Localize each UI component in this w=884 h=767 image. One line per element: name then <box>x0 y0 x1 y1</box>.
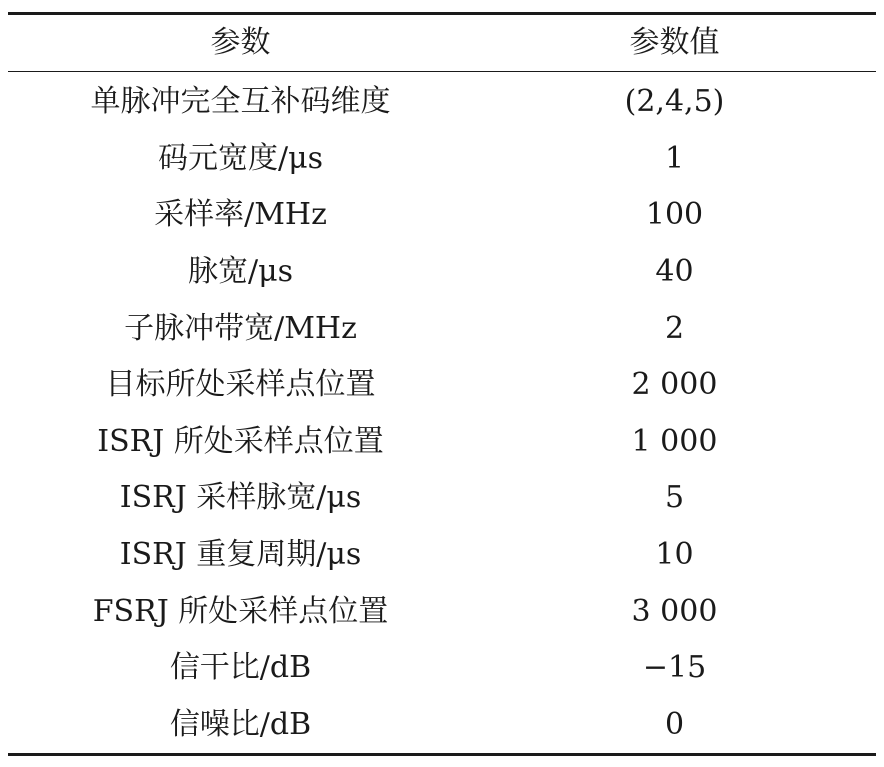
param-value: 100 <box>645 197 704 233</box>
param-value: 0 <box>664 706 685 742</box>
table-row <box>8 470 876 527</box>
table-row <box>8 583 876 640</box>
param-value: 3 000 <box>631 593 718 629</box>
table-row <box>8 300 876 357</box>
param-value: 1 000 <box>631 423 718 459</box>
param-value: 2 <box>664 310 685 346</box>
header-value: 参数值 <box>629 25 720 60</box>
param-name: 子脉冲带宽/MHz <box>124 310 357 346</box>
param-name: 脉宽/μs <box>188 254 293 290</box>
table-row <box>8 414 876 471</box>
param-value: (2,4,5) <box>624 84 725 120</box>
param-value: 40 <box>655 254 694 290</box>
table-row <box>8 697 876 755</box>
param-value: 5 <box>664 480 685 516</box>
param-value: 10 <box>655 537 694 573</box>
table-row <box>8 640 876 697</box>
table-row <box>8 131 876 188</box>
param-name: ISRJ 所处采样点位置 <box>97 423 384 459</box>
param-name: 单脉冲完全互补码维度 <box>90 84 391 120</box>
table-row <box>8 72 876 131</box>
param-value: −15 <box>642 650 707 686</box>
param-name: FSRJ 所处采样点位置 <box>92 593 389 629</box>
param-name: 信噪比/dB <box>169 706 312 742</box>
parameter-table-container <box>8 12 876 756</box>
header-parameter: 参数 <box>210 25 271 60</box>
param-value: 1 <box>664 140 685 176</box>
param-name: 采样率/MHz <box>154 197 327 233</box>
table-row <box>8 357 876 414</box>
param-name: 信干比/dB <box>169 650 312 686</box>
table-body <box>8 72 876 755</box>
table-row <box>8 527 876 584</box>
table-header <box>8 14 876 72</box>
table-row <box>8 187 876 244</box>
param-name: 目标所处采样点位置 <box>105 367 376 403</box>
header-row <box>8 14 876 72</box>
table-row <box>8 244 876 301</box>
param-name: ISRJ 采样脉宽/μs <box>119 480 362 516</box>
parameter-table <box>8 12 876 756</box>
param-value: 2 000 <box>631 367 718 403</box>
param-name: 码元宽度/μs <box>158 140 323 176</box>
param-name: ISRJ 重复周期/μs <box>119 537 362 573</box>
